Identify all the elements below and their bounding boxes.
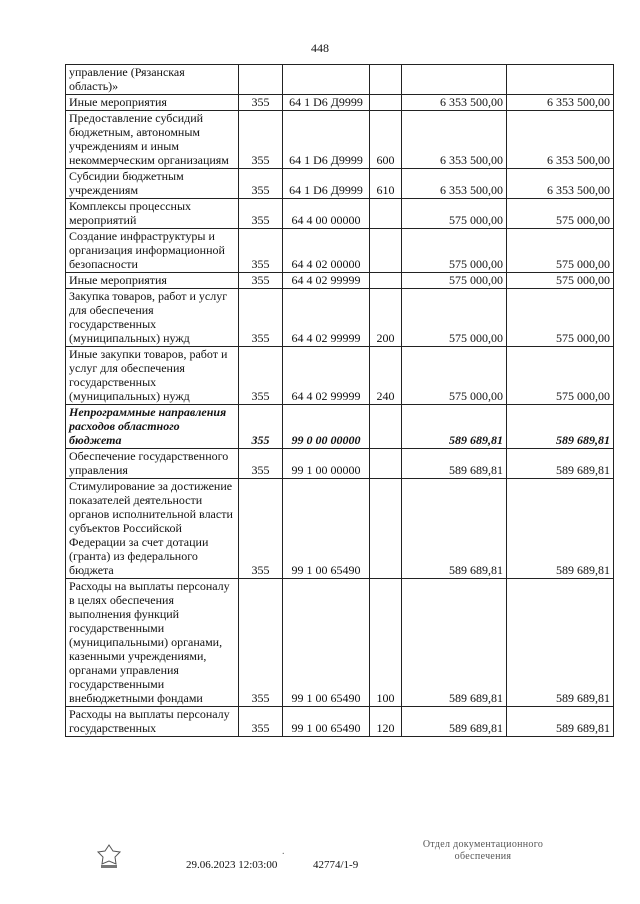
cell-name: Создание инфраструктуры и организация информационной безопасности xyxy=(66,229,239,273)
cell-target-article: 64 4 02 99999 xyxy=(283,273,370,289)
cell-amount-1: 6 353 500,00 xyxy=(402,95,507,111)
cell-name: Расходы на выплаты персоналу в целях обеспечения выполнения функций государственными (муниципальными) органами, казенными учреждениями, органами управления государственными внебюджетными фондами xyxy=(66,579,239,707)
cell-admin-code: 355 xyxy=(239,169,283,199)
cell-amount-2: 589 689,81 xyxy=(507,579,614,707)
cell-admin-code xyxy=(239,65,283,95)
cell-expense-type xyxy=(370,273,402,289)
table-row xyxy=(66,95,614,111)
cell-expense-type xyxy=(370,479,402,579)
cell-amount-2: 589 689,81 xyxy=(507,449,614,479)
cell-target-article: 99 0 00 00000 xyxy=(283,405,370,449)
cell-target-article: 99 1 00 00000 xyxy=(283,449,370,479)
cell-amount-1: 575 000,00 xyxy=(402,229,507,273)
cell-amount-2: 589 689,81 xyxy=(507,707,614,737)
table-row xyxy=(66,347,614,405)
stamp-line-2: обеспечения xyxy=(454,851,512,862)
cell-name: Непрограммные направления расходов областного бюджета xyxy=(66,405,239,449)
cell-expense-type xyxy=(370,229,402,273)
cell-amount-2: 589 689,81 xyxy=(507,479,614,579)
cell-admin-code: 355 xyxy=(239,479,283,579)
table-row xyxy=(66,449,614,479)
cell-amount-1: 589 689,81 xyxy=(402,405,507,449)
cell-expense-type xyxy=(370,95,402,111)
cell-expense-type: 200 xyxy=(370,289,402,347)
cell-expense-type: 610 xyxy=(370,169,402,199)
cell-name: Иные мероприятия xyxy=(66,273,239,289)
cell-name: Предоставление субсидий бюджетным, автономным учреждениям и иным некоммерческим организациям xyxy=(66,111,239,169)
cell-amount-2 xyxy=(507,65,614,95)
cell-amount-1: 589 689,81 xyxy=(402,479,507,579)
cell-amount-2: 575 000,00 xyxy=(507,289,614,347)
cell-admin-code: 355 xyxy=(239,707,283,737)
table-row xyxy=(66,405,614,449)
table-row xyxy=(66,579,614,707)
cell-admin-code: 355 xyxy=(239,289,283,347)
cell-expense-type xyxy=(370,65,402,95)
cell-amount-1: 6 353 500,00 xyxy=(402,169,507,199)
cell-target-article: 64 4 02 99999 xyxy=(283,289,370,347)
table-row xyxy=(66,229,614,273)
cell-amount-1: 6 353 500,00 xyxy=(402,111,507,169)
cell-name: Обеспечение государственного управления xyxy=(66,449,239,479)
cell-target-article: 64 1 D6 Д9999 xyxy=(283,111,370,169)
cell-admin-code: 355 xyxy=(239,579,283,707)
cell-amount-1: 575 000,00 xyxy=(402,289,507,347)
table-row xyxy=(66,65,614,95)
budget-table-body xyxy=(66,65,614,737)
department-stamp xyxy=(408,839,558,863)
cell-target-article: 99 1 00 65490 xyxy=(283,479,370,579)
cell-name: Расходы на выплаты персоналу государственных xyxy=(66,707,239,737)
cell-amount-2: 589 689,81 xyxy=(507,405,614,449)
seal-icon xyxy=(94,842,124,870)
cell-amount-1: 589 689,81 xyxy=(402,707,507,737)
cell-name: Стимулирование за достижение показателей деятельности органов исполнительной власти субъектов Российской Федерации за счет дотации (гранта) из федерального бюджета xyxy=(66,479,239,579)
table-row xyxy=(66,199,614,229)
cell-target-article: 64 4 02 00000 xyxy=(283,229,370,273)
cell-admin-code: 355 xyxy=(239,199,283,229)
table-row xyxy=(66,169,614,199)
cell-amount-1: 575 000,00 xyxy=(402,347,507,405)
cell-amount-2: 6 353 500,00 xyxy=(507,169,614,199)
table-row xyxy=(66,707,614,737)
cell-amount-2: 575 000,00 xyxy=(507,229,614,273)
cell-expense-type: 240 xyxy=(370,347,402,405)
cell-target-article: 99 1 00 65490 xyxy=(283,579,370,707)
budget-table xyxy=(65,64,614,737)
cell-amount-1: 589 689,81 xyxy=(402,449,507,479)
cell-amount-2: 6 353 500,00 xyxy=(507,111,614,169)
cell-admin-code: 355 xyxy=(239,95,283,111)
cell-amount-1: 575 000,00 xyxy=(402,199,507,229)
cell-expense-type xyxy=(370,405,402,449)
table-row xyxy=(66,479,614,579)
cell-amount-2: 6 353 500,00 xyxy=(507,95,614,111)
cell-target-article: 64 1 D6 Д9999 xyxy=(283,169,370,199)
table-row xyxy=(66,273,614,289)
footer-datetime: 29.06.2023 12:03:00 xyxy=(186,859,278,871)
cell-name: Иные мероприятия xyxy=(66,95,239,111)
cell-expense-type xyxy=(370,199,402,229)
cell-target-article: 64 4 00 00000 xyxy=(283,199,370,229)
cell-amount-1: 575 000,00 xyxy=(402,273,507,289)
cell-expense-type: 600 xyxy=(370,111,402,169)
stamp-line-1: Отдел документационного xyxy=(422,839,544,850)
cell-amount-2: 575 000,00 xyxy=(507,199,614,229)
page-number: 448 xyxy=(311,41,329,55)
cell-name: Иные закупки товаров, работ и услуг для обеспечения государственных (муниципальных) нужд xyxy=(66,347,239,405)
cell-expense-type: 120 xyxy=(370,707,402,737)
cell-admin-code: 355 xyxy=(239,449,283,479)
footer-mark: . xyxy=(282,846,285,857)
cell-name: Закупка товаров, работ и услуг для обеспечения государственных (муниципальных) нужд xyxy=(66,289,239,347)
cell-name: Комплексы процессных мероприятий xyxy=(66,199,239,229)
cell-admin-code: 355 xyxy=(239,273,283,289)
cell-target-article: 64 4 02 99999 xyxy=(283,347,370,405)
cell-name: Субсидии бюджетным учреждениям xyxy=(66,169,239,199)
cell-expense-type xyxy=(370,449,402,479)
cell-amount-1 xyxy=(402,65,507,95)
cell-target-article: 99 1 00 65490 xyxy=(283,707,370,737)
cell-admin-code: 355 xyxy=(239,405,283,449)
cell-amount-1: 589 689,81 xyxy=(402,579,507,707)
cell-target-article: 64 1 D6 Д9999 xyxy=(283,95,370,111)
footer-doc-number: 42774/1-9 xyxy=(313,859,359,871)
table-row xyxy=(66,289,614,347)
cell-expense-type: 100 xyxy=(370,579,402,707)
cell-admin-code: 355 xyxy=(239,229,283,273)
cell-admin-code: 355 xyxy=(239,111,283,169)
cell-admin-code: 355 xyxy=(239,347,283,405)
table-row xyxy=(66,111,614,169)
cell-name: управление (Рязанская область)» xyxy=(66,65,239,95)
cell-amount-2: 575 000,00 xyxy=(507,273,614,289)
cell-amount-2: 575 000,00 xyxy=(507,347,614,405)
cell-target-article xyxy=(283,65,370,95)
